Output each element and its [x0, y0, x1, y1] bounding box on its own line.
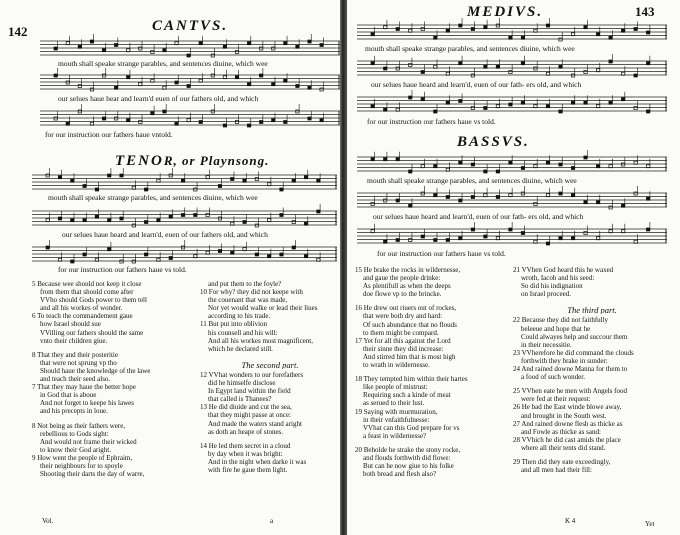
verse-line: in God that is aboue	[40, 391, 97, 400]
verse-line: And in the night when darke it was	[208, 457, 307, 466]
medius-staff-2	[357, 58, 667, 78]
verse-line: a food of such wonder.	[521, 373, 585, 382]
verse-line: 29 Then did they eate exceedingly,	[513, 457, 611, 466]
verse-line: 13 He did diuide and cut the sea,	[200, 403, 292, 412]
verse-line: And not forget to keepe his lawes	[40, 399, 134, 408]
verse-line: in their necessitie.	[521, 340, 572, 349]
verse-line: 15 He brake the rocks in wildernesse,	[355, 266, 461, 274]
verse-line: by day when it was bright:	[208, 449, 283, 458]
verse-line: like people of mistrust:	[363, 383, 428, 392]
verse-line: which he declared still.	[208, 344, 273, 353]
tenor-title-suffix: R, or Playnsong.	[163, 153, 270, 168]
verse-line: according to his trade.	[208, 312, 271, 321]
right-page	[345, 0, 680, 535]
verse-line: 19 Saying with murmuration,	[355, 407, 438, 416]
tenor-staff-2	[32, 208, 337, 228]
verse-line: and all men had their fill:	[521, 466, 592, 475]
verse-line: vnto their children giue.	[40, 336, 108, 345]
bassus-lyric-3: for our instruction our fathers haue vs told.	[377, 249, 506, 258]
verse-line	[513, 298, 671, 304]
bassus-title: BASSVS.	[457, 134, 530, 150]
cantus-staff-2	[40, 72, 340, 92]
verse-line: where all their tents did stand.	[521, 443, 606, 452]
medius-lyric-2: our selues haue heard and learn'd, euen of our fath- ers old, and which	[371, 80, 582, 89]
tenor-lyric-3: for our instruction our fathers haue vs told.	[58, 265, 187, 274]
verse-line: with fire he gaue them light.	[208, 465, 288, 474]
tenor-staff-1	[32, 172, 337, 192]
cantus-title: CANTVS.	[152, 18, 229, 34]
verse-line: rebellious to Gods sight:	[40, 429, 109, 438]
verse-line: Should haue the knowledge of the lawe	[40, 366, 151, 375]
tenor-staff-3	[32, 244, 337, 264]
verse-line: 14 He led them secret in a cloud	[200, 441, 291, 450]
tenor-lyric-1: mouth shall speake strange parables, and sentences diuine, which wee	[48, 193, 258, 202]
bassus-lyric-2: our selues haue heard and learn'd, euen of our fath- ers old, and which	[373, 212, 584, 221]
footer-left: Vol.	[42, 517, 54, 525]
verse-line: and Fowle as thicke as sand:	[521, 427, 601, 436]
verse-line: how Israel should sue	[40, 320, 101, 329]
verse-line: 11 But put into oblivion	[200, 320, 268, 329]
verse-line: to them might be compard.	[363, 328, 439, 337]
verse-line: 12 VVhat wonders to our forefathers	[200, 370, 304, 379]
verse-line: a feast in wildernesse?	[363, 431, 427, 440]
page-number-left: 142	[8, 24, 28, 39]
verse-line: 5 Because wee should not keep it close	[32, 280, 142, 288]
signature-mark: K 4	[565, 517, 576, 525]
verse-line: VVho should Gods power to them tell	[40, 296, 147, 305]
verse-line	[200, 353, 340, 359]
verse-line: 8 That they and their posteritie	[32, 350, 118, 359]
cantus-staff-3	[40, 108, 340, 128]
verse-line: 9 How went the people of Ephraim,	[32, 453, 133, 462]
verse-line: that called is Thanees?	[208, 395, 272, 404]
verse-line: So did his indignation	[521, 282, 583, 291]
verse-line: and teach their seed also.	[40, 375, 111, 384]
verse-line: And would not frame their wicked	[40, 437, 137, 446]
verse-line: wroth, Iacob and his seed:	[521, 274, 595, 283]
medius-title: MEDIVS.	[467, 4, 544, 20]
medius-staff-3	[357, 94, 667, 114]
verse-line: 20 Beholde he strake the stony rocke,	[355, 445, 461, 454]
verse-line: 28 VVhich he did cast amids the place	[513, 435, 621, 444]
verse-line: and gaue the people drinke:	[363, 274, 441, 283]
bassus-staff-3	[357, 226, 667, 246]
verse-line: that were both dry and hard:	[363, 312, 443, 321]
verse-line: 10 For why? they did not keepe with	[200, 288, 303, 297]
bassus-staff-1	[357, 154, 667, 174]
verse-line: their neighbours for to spoyle	[40, 461, 123, 470]
verse-line: 18 They tempted him within their hartes	[355, 375, 468, 384]
catchword: Yet	[645, 520, 655, 528]
verse-line: 24 And rained downe Manna for them to	[513, 365, 628, 374]
verse-line: And all his workes most magnificent,	[208, 336, 313, 345]
verse-line: VVhat can this God prepare for vs	[363, 423, 460, 432]
verse-line: their sinne they did increase:	[363, 344, 444, 353]
cantus-lyric-2: our selues haue hear and learn'd euen of our fathers old, and which	[58, 94, 259, 103]
verse-line: did he himselfe disclose	[208, 379, 276, 388]
verse-line: both bread and flesh also?	[363, 470, 437, 479]
verse-line: that were not sprung vp tho	[40, 358, 117, 367]
verse-line: 16 He drew out riuers out of rockes,	[355, 304, 457, 313]
verse-line: The second part.	[241, 360, 299, 369]
verse-line: and brought in the South west.	[521, 411, 607, 420]
psalm-column-3	[355, 266, 513, 478]
verse-line: in their vnfaithfulnesse:	[363, 415, 430, 424]
verse-line: Could alwayes help and succour them	[521, 332, 628, 341]
medius-lyric-3: for our instruction our fathers haue vs told.	[367, 117, 496, 126]
verse-line: Nor yet would walke or lead their liues	[208, 304, 318, 313]
page-number-right: 143	[635, 4, 655, 19]
verse-line: 25 VVhen eate he men with Angels food	[513, 387, 627, 396]
verse-line: 27 And rained downe flesh as thicke as	[513, 419, 623, 428]
verse-line: from them that should come after	[40, 288, 134, 297]
verse-line: 17 Yet for all this against the Lord	[355, 336, 451, 345]
verse-line: 6 To teach the commandement gaue	[32, 312, 133, 321]
psalm-column-4	[513, 266, 671, 474]
cantus-staff-1	[40, 38, 340, 58]
verse-line: Of such abundance that no flouds	[363, 320, 457, 329]
verse-line: In Egypt land within the field	[208, 387, 291, 396]
cantus-lyric-1: mouth shall speake strange parables, and sentences diuine, which wee	[58, 59, 268, 68]
verse-line: Requiring such a kinde of meat	[363, 391, 451, 400]
psalm-column-1	[32, 280, 200, 478]
verse-line: 21 VVhen God heard this he waxed	[513, 266, 614, 274]
medius-lyric-1: mouth shall speake strange parables, and sentences diuine, which wee	[365, 44, 575, 53]
cantus-lyric-3: for our instruction our fathers haue vntold.	[45, 130, 173, 139]
verse-line: his counsell and his will:	[208, 328, 278, 337]
verse-line: and flouds forthwith did flowe:	[363, 453, 451, 462]
verse-line: that they might passe at once:	[208, 411, 292, 420]
verse-line: Shooting their darts the day of warre,	[40, 470, 145, 479]
verse-line: The third part.	[567, 306, 617, 315]
verse-line: And made the waters stand aright	[208, 419, 302, 428]
verse-line: 26 He bad the East winde blowe away,	[513, 403, 622, 412]
verse-line: 22 Because they did not faithfully	[513, 316, 609, 325]
verse-line: and all his workes of wonder.	[40, 304, 123, 313]
tenor-title-block	[115, 152, 269, 170]
verse-line: doe flowe vp to the brincke.	[363, 290, 442, 299]
verse-line: on Israel proceed.	[521, 290, 571, 299]
verse-line: were fed at their request:	[521, 395, 591, 404]
psalm-column-2	[200, 280, 340, 474]
verse-line: forthwith they brake in sunder:	[521, 356, 608, 365]
verse-line: the couenant that was made,	[208, 296, 288, 305]
verse-line: 23 VVherefore he did command the clouds	[513, 348, 634, 357]
verse-line: VVilling our fathers should the same	[40, 328, 144, 337]
verse-line: 7 That they may haue the better hope	[32, 383, 136, 392]
medius-staff-1	[357, 22, 667, 42]
verse-line: as doth an heape of stones.	[208, 427, 284, 436]
verse-line: 8 Not being as their fathers were,	[32, 421, 126, 430]
verse-line: And stirred him that is most high	[363, 352, 456, 361]
bassus-staff-2	[357, 190, 667, 210]
tenor-lyric-2: our selues haue heard and learn'd, euen of our fathers old, and which	[62, 230, 268, 239]
verse-line: to wrath in wildernesse.	[363, 361, 430, 370]
verse-line: and put them to the foyle?	[208, 280, 282, 288]
verse-line: and his precepts in loue.	[40, 407, 108, 416]
bassus-lyric-1: mouth shall speake strange parables, and sentences diuine, which wee	[367, 176, 577, 185]
verse-line: to know their God aright.	[40, 445, 111, 454]
verse-line: beleeue and hope that he	[521, 324, 591, 333]
footer-mark: a	[270, 517, 274, 525]
verse-line: As plentifull as when the deeps	[363, 282, 451, 291]
verse-line: But can he now giue to his folke	[363, 462, 454, 471]
tenor-title: TENO	[115, 153, 164, 169]
verse-line: as serued to their lust.	[363, 399, 425, 408]
